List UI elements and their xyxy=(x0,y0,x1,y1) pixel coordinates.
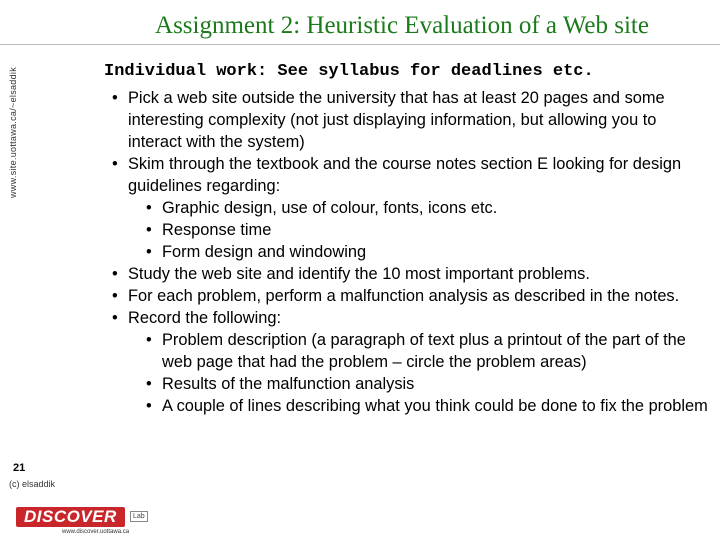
bullet-text: For each problem, perform a malfunction analysis as described in the notes. xyxy=(128,287,680,305)
sub-bullet-item xyxy=(104,329,714,373)
bullet-list xyxy=(104,87,714,417)
sub-bullet-item xyxy=(104,241,714,263)
bullet-text: Record the following: xyxy=(128,309,282,327)
title-divider xyxy=(0,44,720,45)
bullet-dot-icon: • xyxy=(146,221,152,239)
bullet-item xyxy=(104,153,714,197)
bullet-item xyxy=(104,307,714,329)
bullet-dot-icon: • xyxy=(146,375,152,393)
bullet-dot-icon: • xyxy=(112,155,118,173)
sub-bullet-item xyxy=(104,395,714,417)
slide-title: Assignment 2: Heuristic Evaluation of a Web site xyxy=(155,12,649,39)
bullet-text: Study the web site and identify the 10 most important problems. xyxy=(128,265,590,283)
bullet-dot-icon: • xyxy=(146,397,152,415)
bullet-dot-icon: • xyxy=(146,331,152,349)
logo-url: www.discover.uottawa.ca xyxy=(62,529,130,535)
logo-wordmark: DISCOVER xyxy=(16,507,125,527)
sub-bullet-item xyxy=(104,219,714,241)
bullet-text: Form design and windowing xyxy=(162,243,367,261)
bullet-dot-icon: • xyxy=(146,199,152,217)
bullet-text: A couple of lines describing what you think could be done to fix the problem xyxy=(162,397,708,415)
bullet-text: Pick a web site outside the university that has at least 20 pages and some interesting complexity (not just displaying information, but allowing you to interact with the system) xyxy=(128,89,665,151)
bullet-dot-icon: • xyxy=(146,243,152,261)
slide-number: 21 xyxy=(13,462,26,474)
slide-content xyxy=(104,62,714,417)
bullet-dot-icon: • xyxy=(112,309,118,327)
side-url: www.site.uottawa.ca/~elsaddik xyxy=(8,66,18,198)
sub-bullet-item xyxy=(104,373,714,395)
sub-bullet-item xyxy=(104,197,714,219)
discover-logo xyxy=(2,505,150,539)
bullet-text: Problem description (a paragraph of text plus a printout of the part of the web page that had the problem – circle the problem areas) xyxy=(162,331,686,371)
logo-lab-label: Lab xyxy=(130,511,148,522)
bullet-dot-icon: • xyxy=(112,265,118,283)
bullet-text: Graphic design, use of colour, fonts, icons etc. xyxy=(162,199,498,217)
bullet-item xyxy=(104,263,714,285)
bullet-dot-icon: • xyxy=(112,287,118,305)
bullet-dot-icon: • xyxy=(112,89,118,107)
bullet-item xyxy=(104,285,714,307)
copyright: (c) elsaddik xyxy=(9,479,56,489)
bullet-text: Results of the malfunction analysis xyxy=(162,375,415,393)
intro-line: Individual work: See syllabus for deadlines etc. xyxy=(104,62,594,81)
bullet-text: Response time xyxy=(162,221,272,239)
bullet-item xyxy=(104,87,714,153)
bullet-text: Skim through the textbook and the course notes section E looking for design guidelines regarding: xyxy=(128,155,682,195)
